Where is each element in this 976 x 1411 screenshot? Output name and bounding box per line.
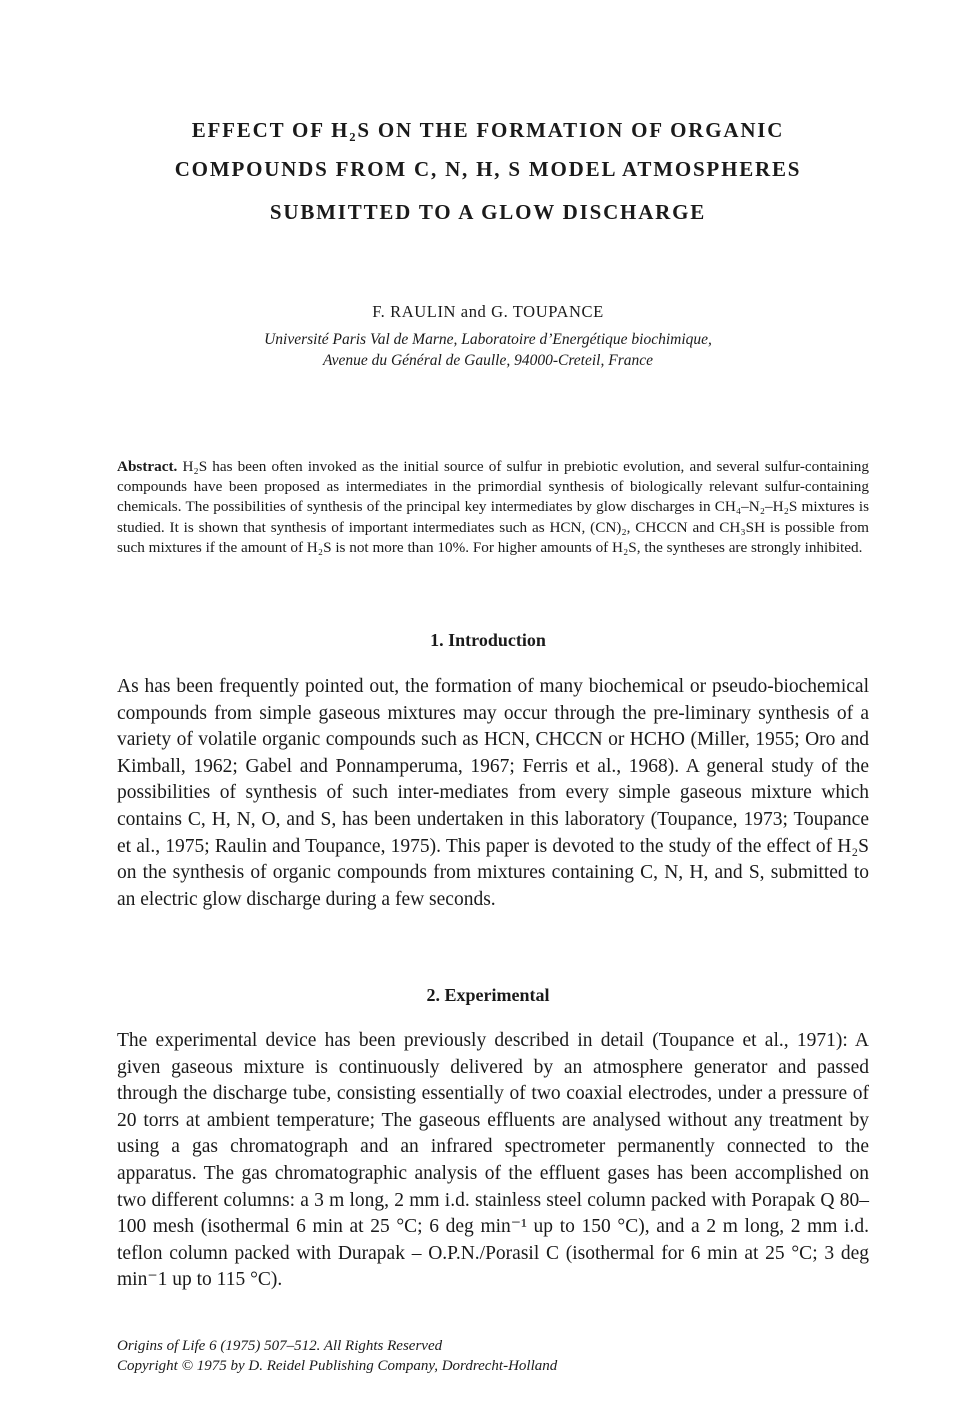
- footer-citation: Origins of Life 6 (1975) 507–512. All Rights Reserved: [117, 1338, 443, 1354]
- affiliation-line-2: Avenue du Général de Gaulle, 94000-Creteil, France: [322, 352, 653, 369]
- experimental-paragraph: The experimental device has been previously described in detail (Toupance et al., 1971): A given gaseous mixture is continuously delivered by an atmosphere generator and passed through the discharge tube, consisting essentially of two coaxial electrodes, under a pressure of 20 torrs at ambient temperature; The gaseous effluents are analysed without any treatment by using a gas chromatograph and an infrared spectrometer permanently connected to the apparatus. The gas chromatographic analysis of the effluent gases has been accomplished on two different columns: a 3 m long, 2 mm i.d. stainless steel column packed with Porapak Q 80–100 mesh (isothermal 6 min at 25 °C; 6 deg min⁻¹ up to 150 °C), and a 2 m long, 2 mm i.d. teflon column packed with Durapak – O.P.N./Porasil C (isothermal for 6 min at 25 °C; 3 deg min⁻1 up to 115 °C).: [117, 1030, 869, 1291]
- abstract-label: Abstract.: [117, 458, 178, 475]
- abstract-text: H₂S has been often invoked as the initial source of sulfur in prebiotic evolution, and several sulfur-containing compounds have been proposed as intermediates in the primordial synthesis of biologically relevant sulfur-containing chemicals. The possibilities of synthesis of the principal key intermediates by glow discharges in CH₄–N₂–H₂S mixtures is studied. It is shown that synthesis of important intermediates such as HCN, (CN)₂, CHCCN and CH₃SH is possible from such mixtures if the amount of H₂S is not more than 10%. For higher amounts of H₂S, the syntheses are strongly inhibited.: [117, 458, 869, 556]
- paper-title-line-1: EFFECT OF H₂S ON THE FORMATION OF ORGANIC: [191, 118, 785, 142]
- journal-footer: [117, 1336, 869, 1376]
- authors: F. RAULIN and G. TOUPANCE: [372, 302, 604, 321]
- paper-title-line-2: COMPOUNDS FROM C, N, H, S MODEL ATMOSPHERES: [174, 157, 802, 181]
- section-heading-introduction: 1. Introduction: [430, 630, 546, 650]
- paper-title-line-3: SUBMITTED TO A GLOW DISCHARGE: [269, 200, 707, 224]
- section-heading-experimental: 2. Experimental: [426, 985, 550, 1005]
- affiliation-line-1: Université Paris Val de Marne, Laboratoire d’Energétique biochimique,: [264, 331, 712, 348]
- introduction-paragraph: As has been frequently pointed out, the formation of many biochemical or pseudo-biochemical compounds from simple gaseous mixtures may occur through the pre-liminary synthesis of a variety of volatile organic compounds such as HCN, CHCCN or HCHO (Miller, 1955; Oro and Kimball, 1962; Gabel and Ponnamperuma, 1967; Ferris et al., 1968). A general study of the possibilities of synthesis of such inter-mediates from every simple gaseous mixture which contains C, H, N, O, and S, has been undertaken in this laboratory (Toupance, 1973; Toupance et al., 1975; Raulin and Toupance, 1975). This paper is devoted to the study of the effect of H₂S on the synthesis of organic compounds from mixtures containing C, N, H, and S, submitted to an electric glow discharge during a few seconds.: [117, 676, 869, 910]
- footer-copyright: Copyright © 1975 by D. Reidel Publishing Company, Dordrecht-Holland: [117, 1358, 558, 1374]
- abstract: [117, 457, 869, 558]
